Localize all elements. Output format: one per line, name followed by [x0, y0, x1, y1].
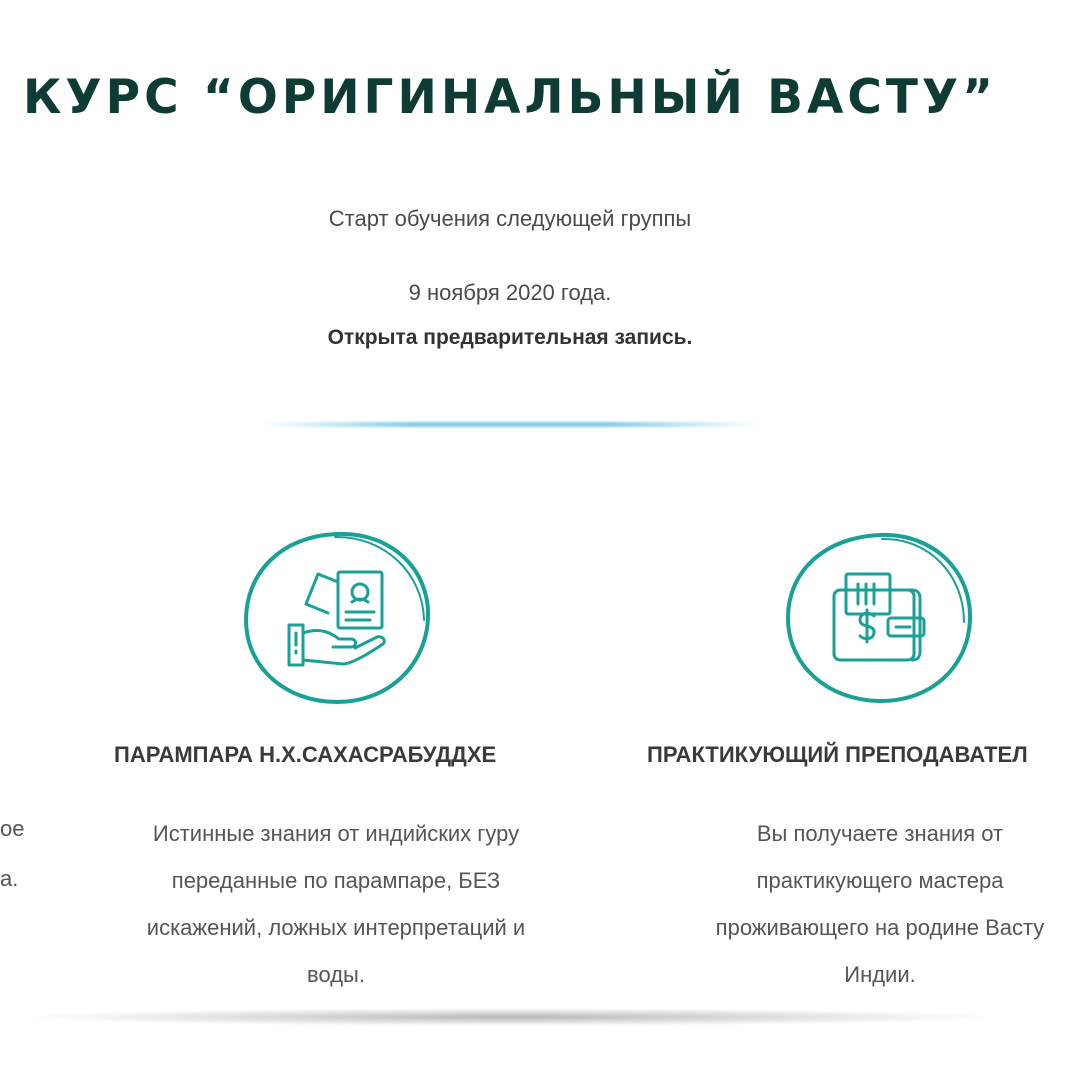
card-text-line: практикующего мастера [756, 868, 1004, 893]
card-text-parampara [76, 810, 596, 998]
card-title-parampara: ПАРАМПАРА Н.Х.САХАСРАБУДДХЕ [114, 742, 497, 767]
divider [262, 422, 758, 427]
card-text-line: проживающего на родине Васту [715, 915, 1045, 940]
card-text-line: воды. [307, 962, 365, 987]
left-card-text-line1: ое [0, 816, 25, 841]
card-text-line: искажений, ложных интерпретаций и [146, 915, 526, 940]
left-card-text-line2: а. [0, 866, 19, 891]
start-text: Старт обучения следующей группы [328, 206, 692, 231]
wallet-icon [784, 530, 974, 705]
cards-shadow [20, 1008, 1000, 1026]
card-text-practicing-teacher [640, 810, 1080, 998]
card-title-practicing-teacher: ПРАКТИКУЮЩИЙ ПРЕПОДАВАТЕЛ [647, 742, 1028, 767]
card-text-line: Вы получаете знания от [756, 821, 1004, 846]
signup-text: Открыта предварительная запись. [327, 326, 693, 349]
date-text: 9 ноября 2020 года. [408, 280, 612, 305]
hand-document-icon [242, 530, 432, 705]
card-text-line: Индии. [844, 962, 916, 987]
card-text-line: переданные по парампаре, БЕЗ [171, 868, 501, 893]
page-title: КУРС “ОРИГИНАЛЬНЫЙ ВАСТУ” [22, 70, 998, 125]
card-text-line: Истинные знания от индийских гуру [152, 821, 520, 846]
